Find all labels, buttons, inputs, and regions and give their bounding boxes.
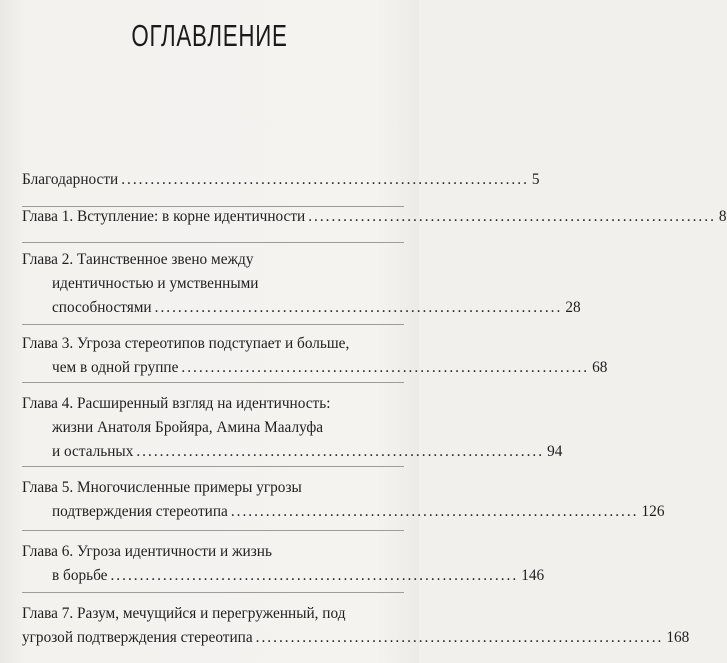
leader-dots: ...................................................................... [181, 359, 590, 376]
toc-entry-title: Глава 3. Угроза стереотипов подступает и больше, [22, 335, 350, 352]
separator [22, 530, 404, 531]
separator [22, 382, 404, 383]
toc-page-number: 126 [641, 503, 665, 520]
toc-entry-line [22, 440, 563, 464]
toc-page-number: 146 [521, 567, 545, 584]
leader-dots: ...................................................................... [110, 567, 519, 584]
toc-entry-title-continued: угрозой подтверждения стереотипа [22, 629, 253, 646]
toc-page-number: 68 [592, 359, 608, 376]
toc-page-number: 8 [718, 208, 727, 225]
toc-entry-title: Глава 2. Таинственное звено между [22, 251, 254, 268]
toc-entry-line [22, 205, 727, 229]
toc-entry[interactable] [22, 476, 665, 524]
toc-entry[interactable] [22, 540, 545, 588]
toc-entry-title-continued: способностями [52, 299, 152, 316]
toc-page-number: 94 [547, 443, 563, 460]
toc-entry-title-continued: жизни Анатоля Бройяра, Амина Маалуфа [52, 419, 324, 436]
toc-entry-title-continued: и остальных [52, 443, 134, 460]
toc-entry-title-continued: подтверждения стереотипа [52, 503, 228, 520]
toc-entry-line [22, 626, 690, 650]
toc-entry-line [22, 564, 545, 588]
toc-entry-title: Глава 6. Угроза идентичности и жизнь [22, 543, 272, 560]
toc-entry-title: Глава 4. Расширенный взгляд на идентичность: [22, 395, 331, 412]
toc-entry[interactable] [22, 205, 727, 229]
separator [22, 324, 404, 325]
toc-page-number: 28 [565, 299, 581, 316]
separator [22, 466, 404, 467]
leader-dots: ...................................................................... [308, 208, 716, 225]
toc-entry[interactable] [22, 248, 581, 320]
toc-entry-line [22, 168, 540, 192]
toc-entry-title: Глава 1. Вступление: в корне идентичности [22, 208, 306, 225]
toc-entry-title: Благодарности [22, 171, 119, 188]
toc-entry-title-continued: в борьбе [52, 567, 108, 584]
page-title: ОГЛАВЛЕНИЕ [131, 18, 288, 53]
leader-dots: ...................................................................... [154, 299, 563, 316]
toc-entry-title-continued: идентичностью и умственными [52, 275, 259, 292]
toc-entry-title-continued: чем в одной группе [52, 359, 179, 376]
toc-entry-line [22, 296, 581, 320]
toc-entry[interactable] [22, 602, 690, 650]
toc-entry-title: Глава 7. Разум, мечущийся и перегруженный, под [22, 605, 346, 622]
leader-dots: ...................................................................... [121, 171, 529, 188]
toc-entry[interactable] [22, 332, 608, 380]
separator [22, 592, 404, 593]
leader-dots: ...................................................................... [255, 629, 664, 646]
separator [22, 242, 404, 243]
toc-entry-line [22, 500, 665, 524]
toc-entry-title: Глава 5. Многочисленные примеры угрозы [22, 479, 302, 496]
toc-entry[interactable] [22, 168, 540, 192]
toc-entry-line [22, 356, 608, 380]
toc-entry[interactable] [22, 392, 563, 464]
leader-dots: ...................................................................... [136, 443, 545, 460]
toc-page-number: 5 [531, 171, 540, 188]
toc-page-number: 168 [666, 629, 690, 646]
leader-dots: ...................................................................... [230, 503, 639, 520]
